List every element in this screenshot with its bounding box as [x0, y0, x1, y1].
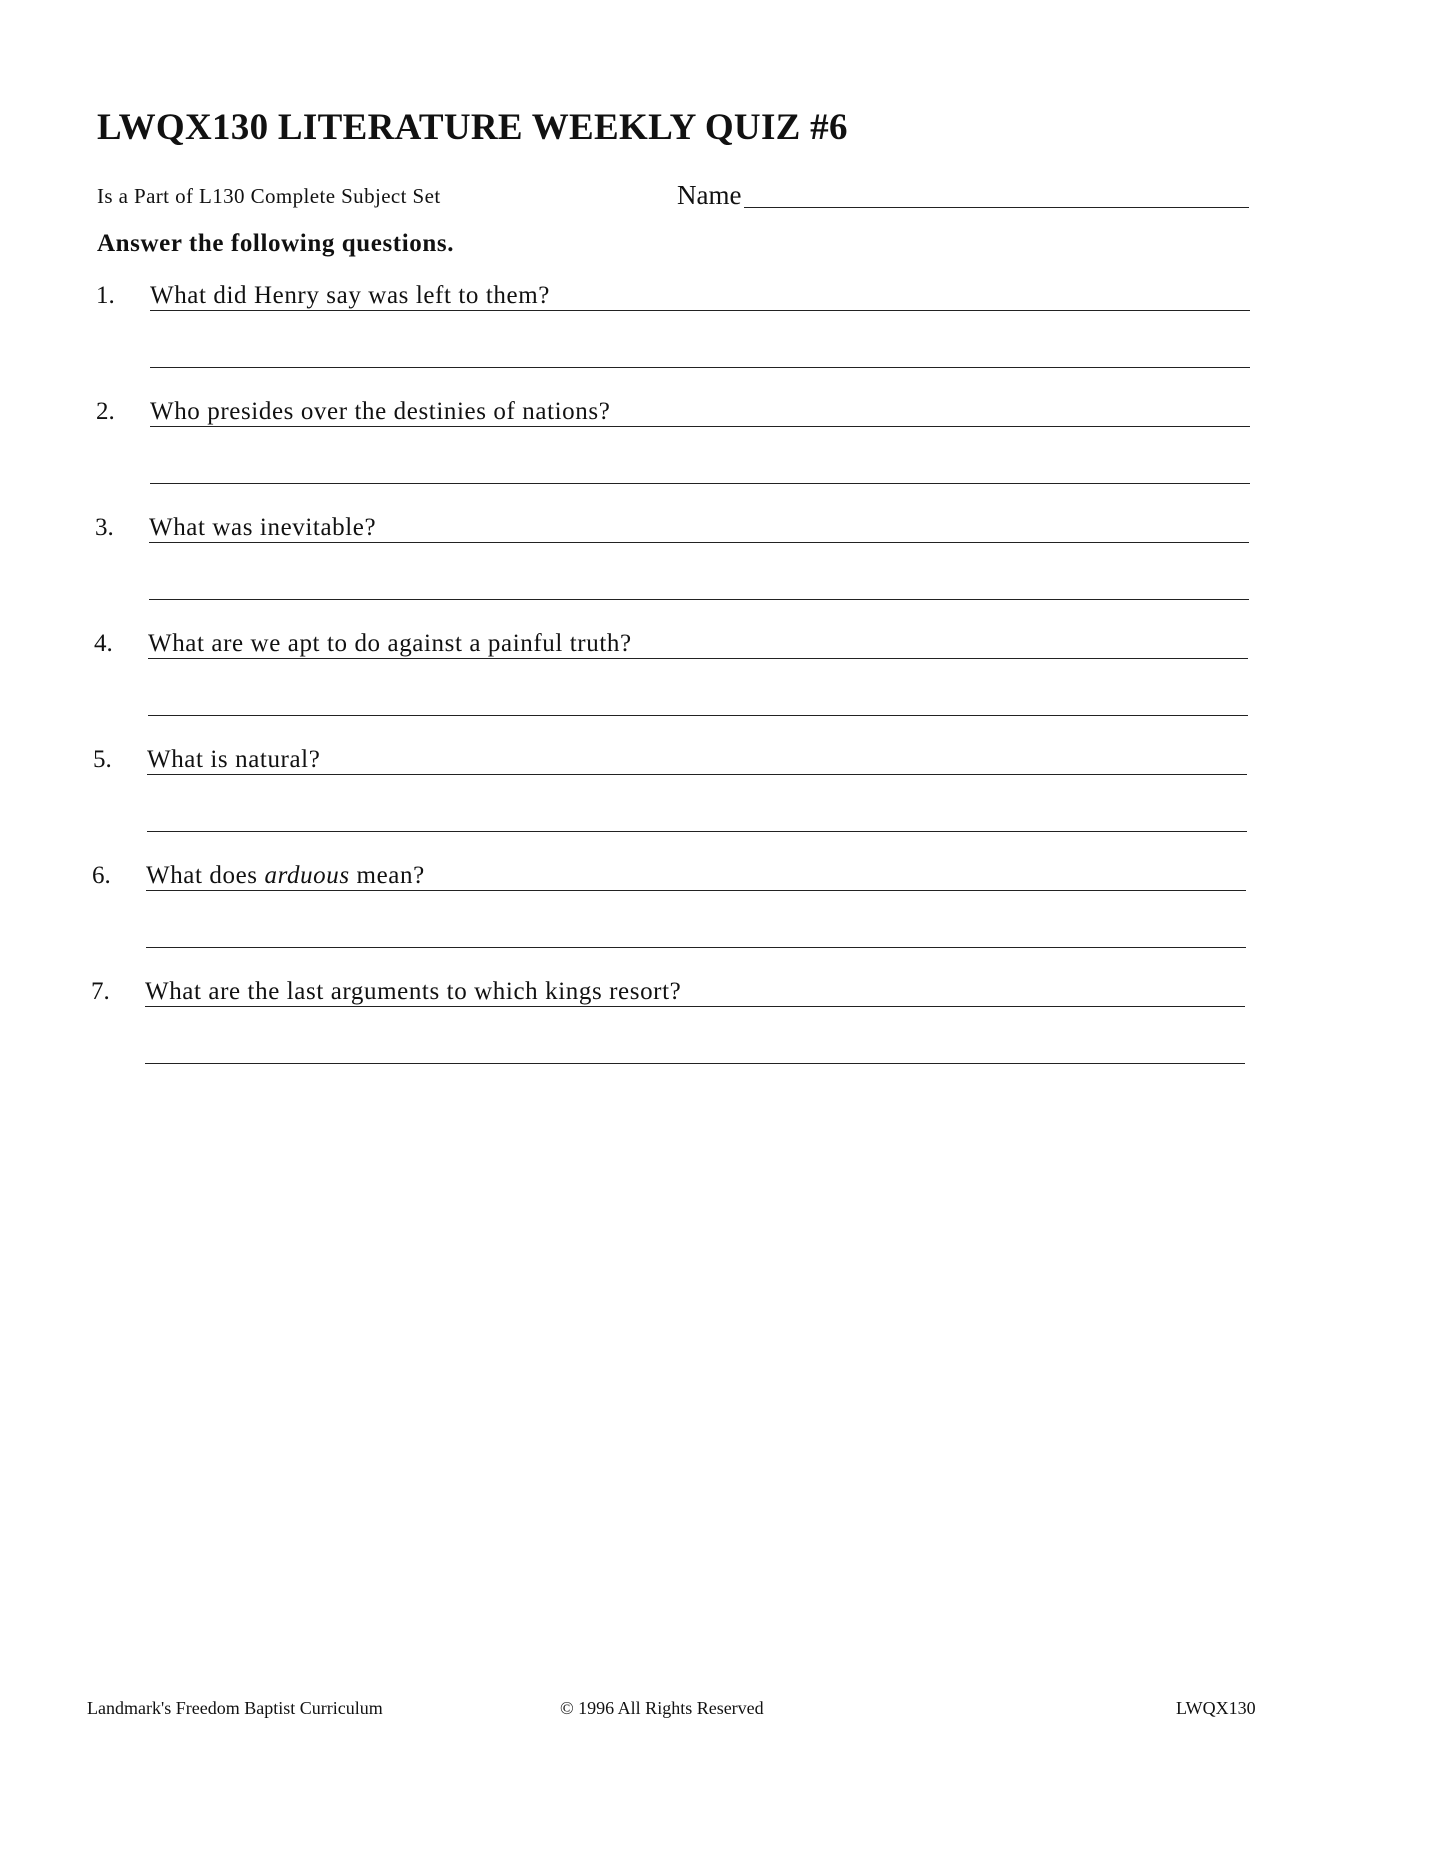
- question-text: What are the last arguments to which kings resort?: [145, 978, 682, 1005]
- answer-line-5a[interactable]: [147, 774, 1247, 775]
- question-number: 6.: [92, 862, 111, 889]
- instructions: Answer the following questions.: [97, 230, 455, 257]
- question-text: What are we apt to do against a painful truth?: [148, 630, 632, 657]
- answer-line-3b[interactable]: [149, 599, 1249, 600]
- name-field[interactable]: [744, 207, 1249, 208]
- question-text-italic: arduous: [264, 862, 350, 889]
- question-7: [0, 976, 1445, 1086]
- question-6: [0, 860, 1445, 970]
- answer-line-6b[interactable]: [146, 947, 1246, 948]
- answer-line-7a[interactable]: [145, 1006, 1245, 1007]
- footer-copyright: © 1996 All Rights Reserved: [560, 1698, 764, 1718]
- question-text-end: mean?: [349, 862, 425, 889]
- name-label: Name: [677, 180, 742, 210]
- question-1: [0, 280, 1445, 390]
- question-text-start: What does: [146, 862, 265, 889]
- subtitle: Is a Part of L130 Complete Subject Set: [97, 184, 441, 208]
- answer-line-2b[interactable]: [150, 483, 1250, 484]
- answer-line-6a[interactable]: [146, 890, 1246, 891]
- question-text: What is natural?: [147, 746, 321, 773]
- question-number: 7.: [91, 978, 110, 1005]
- question-3: [0, 512, 1445, 622]
- footer-publisher: Landmark's Freedom Baptist Curriculum: [87, 1698, 383, 1718]
- answer-line-5b[interactable]: [147, 831, 1247, 832]
- question-number: 1.: [96, 282, 115, 309]
- footer-code: LWQX130: [1176, 1698, 1256, 1718]
- question-number: 2.: [96, 398, 115, 425]
- answer-line-4a[interactable]: [148, 658, 1248, 659]
- answer-line-4b[interactable]: [148, 715, 1248, 716]
- answer-line-7b[interactable]: [145, 1063, 1245, 1064]
- question-text: Who presides over the destinies of nations?: [150, 398, 611, 425]
- question-text: What was inevitable?: [149, 514, 377, 541]
- answer-line-1a[interactable]: [150, 310, 1250, 311]
- question-4: [0, 628, 1445, 738]
- question-number: 3.: [95, 514, 114, 541]
- question-text: What did Henry say was left to them?: [150, 282, 550, 309]
- answer-line-2a[interactable]: [150, 426, 1250, 427]
- question-text: [146, 862, 427, 890]
- question-5: [0, 744, 1445, 854]
- question-2: [0, 396, 1445, 506]
- question-number: 4.: [94, 630, 113, 657]
- question-number: 5.: [93, 746, 112, 773]
- answer-line-3a[interactable]: [149, 542, 1249, 543]
- page-title: LWQX130 LITERATURE WEEKLY QUIZ #6: [97, 107, 848, 148]
- answer-line-1b[interactable]: [150, 367, 1250, 368]
